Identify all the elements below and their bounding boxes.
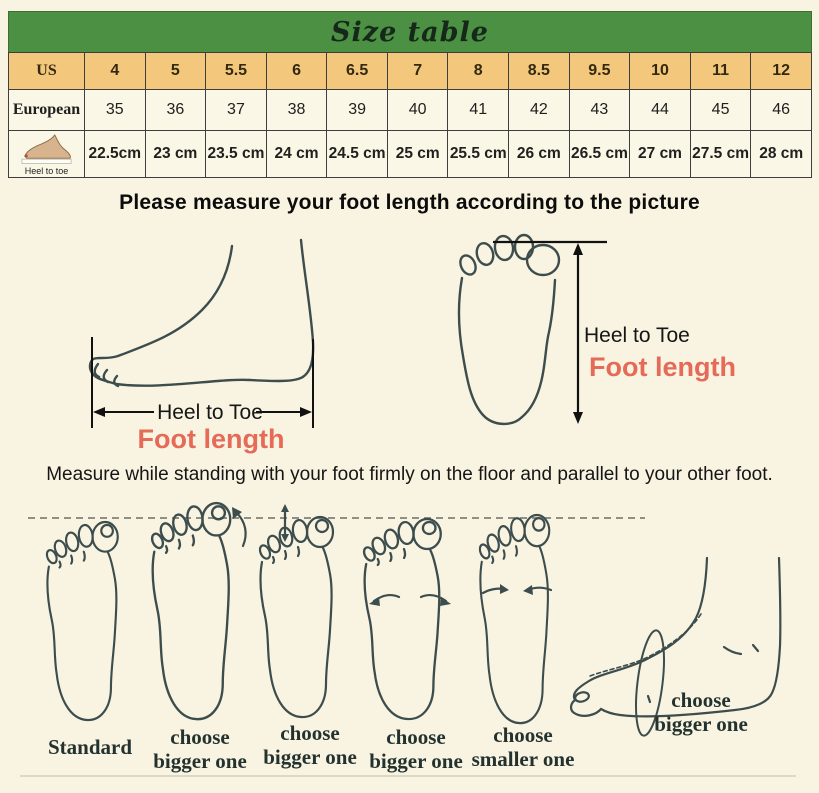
standard-foot-icon <box>45 522 118 720</box>
cm-size: 27.5 cm <box>690 131 751 178</box>
row-label-heel-to-toe <box>9 131 85 178</box>
cm-size: 27 cm <box>630 131 691 178</box>
foot-side-small-icon <box>19 133 75 166</box>
eu-size: 45 <box>690 90 751 131</box>
size-table-title: Size table <box>331 16 489 48</box>
us-size: 5.5 <box>206 53 267 90</box>
fit-label-smaller: choose smaller one <box>471 723 575 771</box>
size-table <box>8 52 812 178</box>
fit-label-standard: Standard <box>47 735 133 759</box>
us-size: 7 <box>387 53 448 90</box>
heel-to-toe-label-right: Heel to Toe <box>584 324 690 347</box>
cm-size: 25.5 cm <box>448 131 509 178</box>
cm-size: 28 cm <box>751 131 812 178</box>
us-size: 12 <box>751 53 812 90</box>
cm-size: 23 cm <box>145 131 206 178</box>
us-size: 9.5 <box>569 53 630 90</box>
eu-size: 35 <box>85 90 146 131</box>
cm-size: 24.5 cm <box>327 131 388 178</box>
cm-size: 23.5 cm <box>206 131 267 178</box>
cm-size: 22.5cm <box>85 131 146 178</box>
table-row-us <box>9 53 812 90</box>
heel-to-toe-label-left: Heel to Toe <box>157 401 263 424</box>
fit-label-bigger-3: choose bigger one <box>369 725 463 773</box>
row-label-european: European <box>9 90 85 131</box>
us-size: 8 <box>448 53 509 90</box>
foot-length-label-left: Foot length <box>137 424 285 454</box>
eu-size: 40 <box>387 90 448 131</box>
us-size: 11 <box>690 53 751 90</box>
narrow-foot-icon <box>478 515 549 723</box>
fit-label-bigger-1: choose bigger one <box>153 725 247 773</box>
table-row-european <box>9 90 812 131</box>
us-size: 6 <box>266 53 327 90</box>
eu-size: 37 <box>206 90 267 131</box>
eu-size: 39 <box>327 90 388 131</box>
eu-size: 43 <box>569 90 630 131</box>
eu-size: 42 <box>509 90 570 131</box>
foot-length-label-right: Foot length <box>589 352 736 382</box>
fit-label-bigger-2: choose bigger one <box>263 721 357 769</box>
us-size: 6.5 <box>327 53 388 90</box>
us-size: 10 <box>630 53 691 90</box>
eu-size: 44 <box>630 90 691 131</box>
us-size: 4 <box>85 53 146 90</box>
eu-size: 46 <box>751 90 812 131</box>
cm-size: 25 cm <box>387 131 448 178</box>
heel-to-toe-caption: Heel to toe <box>24 165 69 176</box>
eu-size: 41 <box>448 90 509 131</box>
table-row-heel-to-toe <box>9 131 812 178</box>
fit-label-bigger-4: choose bigger one <box>654 688 748 736</box>
measure-instruction: Measure while standing with your foot firmly on the floor and parallel to your other foot. <box>46 464 773 485</box>
cm-size: 24 cm <box>266 131 327 178</box>
eu-size: 36 <box>145 90 206 131</box>
short-toe-foot-icon <box>258 517 333 717</box>
cm-size: 26.5 cm <box>569 131 630 178</box>
us-size: 5 <box>145 53 206 90</box>
measure-heading: Please measure your foot length according to the picture <box>119 191 700 214</box>
long-toe-foot-icon <box>150 503 230 719</box>
eu-size: 38 <box>266 90 327 131</box>
us-size: 8.5 <box>509 53 570 90</box>
wide-foot-icon <box>362 519 441 719</box>
row-label-us: US <box>9 53 85 90</box>
cm-size: 26 cm <box>509 131 570 178</box>
size-table-title-bar <box>8 11 812 53</box>
